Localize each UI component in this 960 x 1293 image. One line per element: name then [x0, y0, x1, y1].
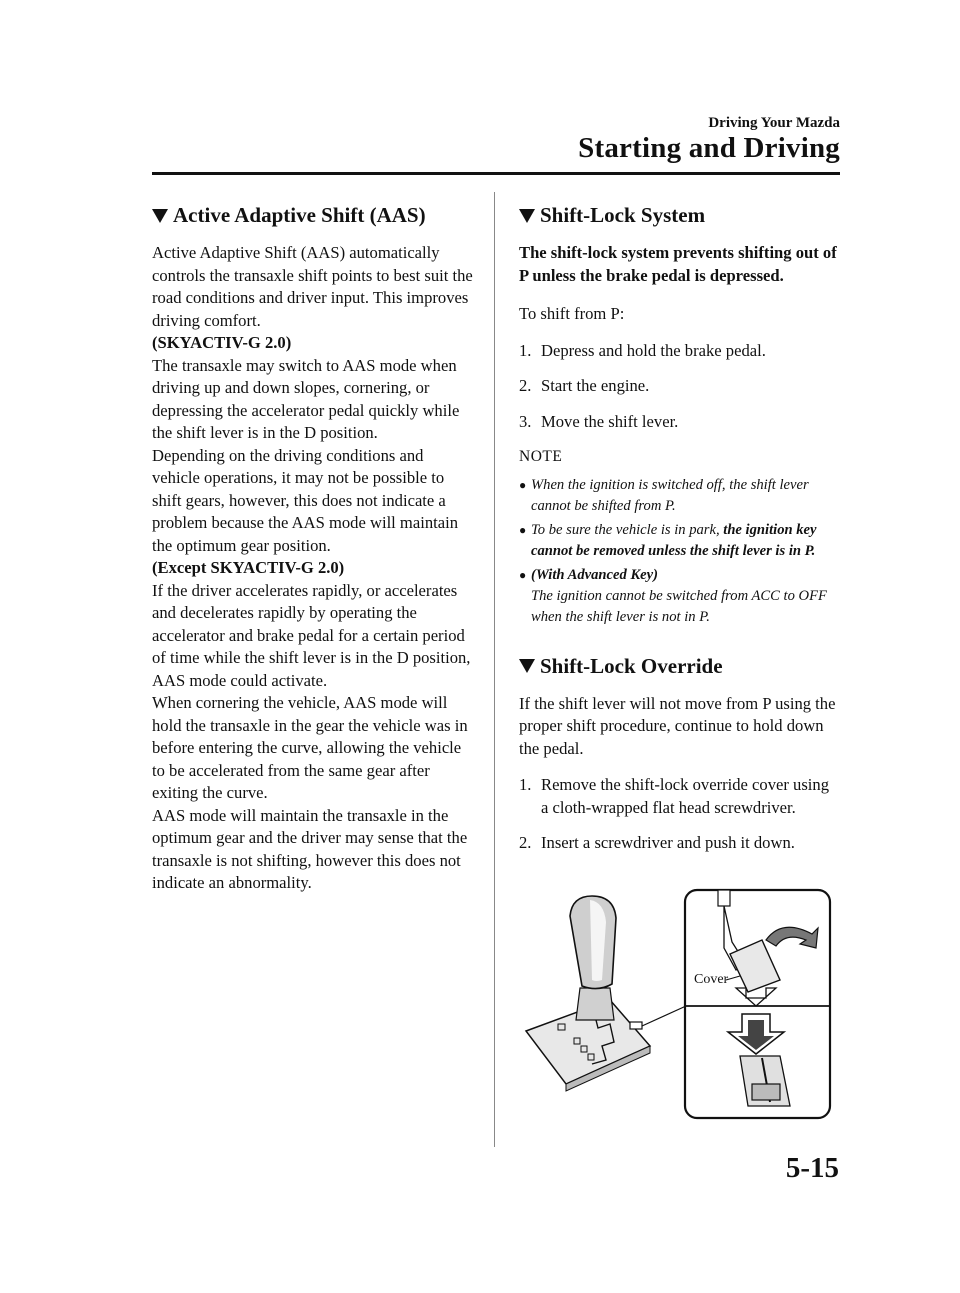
override-steps — [519, 774, 839, 855]
bullet-icon: ● — [519, 567, 527, 582]
list-item: 1. Depress and hold the brake pedal. — [519, 340, 766, 360]
aas-intro: Active Adaptive Shift (AAS) automatically controls the transaxle shift points to best suit the road conditions and driver input. This improves driving comfort. — [152, 243, 473, 330]
shift-lock-intro: The shift-lock system prevents shifting out of P unless the brake pedal is depressed. — [519, 243, 837, 285]
triangle-down-icon — [519, 209, 535, 223]
note-list — [519, 475, 839, 628]
aas-sub2-para3: AAS mode will maintain the transaxle in the optimum gear and the driver may sense that the transaxle is not shifting, however this does not indicate an abnormality. — [152, 805, 468, 893]
header-section-name: Driving Your Mazda — [708, 115, 840, 131]
heading-shift-lock — [519, 203, 839, 228]
shift-lock-body — [519, 242, 839, 628]
override-cover-small — [630, 1022, 642, 1029]
page-number: 5-15 — [785, 1152, 839, 1184]
triangle-down-icon — [152, 209, 168, 223]
list-item: 3. Move the shift lever. — [519, 411, 679, 431]
aas-sub2-para2: When cornering the vehicle, AAS mode will hold the transaxle in the gear the vehicle was in before entering the curve, allowing the vehicle to be accelerated from the same gear after exiting the curve. — [152, 693, 468, 803]
release-lever — [752, 1084, 780, 1100]
aas-sub-except: (Except SKYACTIV-G 2.0) — [152, 558, 345, 578]
bullet-icon: ● — [519, 522, 527, 537]
aas-sub-skyactiv: (SKYACTIV-G 2.0) — [152, 333, 292, 353]
leader-line — [642, 1006, 686, 1026]
aas-sub1-para1: The transaxle may switch to AAS mode when driving up and down slopes, cornering, or depressing the accelerator pedal quickly while the shift lever is in the D position. — [152, 355, 460, 443]
left-column — [152, 203, 474, 895]
header-rule — [152, 172, 840, 175]
note-title: NOTE — [519, 448, 563, 466]
column-divider — [494, 192, 495, 1147]
list-item: 2. Start the engine. — [519, 376, 650, 396]
override-intro: If the shift lever will not move from P using the proper shift procedure, continue to hold down the pedal. — [519, 693, 836, 758]
note-item: ● When the ignition is switched off, the shift lever cannot be shifted from P. — [519, 475, 839, 517]
header-chapter-title: Starting and Driving — [578, 132, 840, 164]
right-column — [519, 203, 839, 868]
triangle-down-icon — [519, 659, 535, 673]
heading-aas-text: Active Adaptive Shift (AAS) — [173, 203, 426, 227]
shift-lock-override-illustration — [518, 888, 838, 1120]
note-item: ● (With Advanced Key) The ignition cannot be switched from ACC to OFF when the shift lever is not in P. — [519, 565, 839, 628]
aas-sub1-para2: Depending on the driving conditions and vehicle operations, it may not be possible to shift gears, however, this does not indicate a problem because the AAS mode will maintain the optimum gear position. — [152, 445, 458, 555]
aas-body — [152, 242, 474, 895]
list-item: 1. Remove the shift-lock override cover using a cloth-wrapped flat head screwdriver. — [519, 775, 830, 817]
heading-shift-lock-override — [519, 654, 839, 679]
bullet-icon: ● — [519, 477, 527, 492]
note-item: ● To be sure the vehicle is in park, the ignition key cannot be removed unless the shift lever is in P. — [519, 520, 839, 562]
heading-shift-lock-text: Shift-Lock System — [540, 203, 706, 227]
list-item: 2. Insert a screwdriver and push it down. — [519, 833, 795, 853]
heading-override-text: Shift-Lock Override — [540, 653, 723, 678]
to-shift-label: To shift from P: — [519, 304, 625, 324]
override-body — [519, 693, 839, 855]
aas-sub2-para1: If the driver accelerates rapidly, or accelerates and decelerates rapidly by operating the accelerator and brake pedal for a certain period of time while the shift lever is in the D position, AAS mode could activate. — [152, 580, 471, 690]
shift-boot — [576, 988, 614, 1020]
shifter-diagram — [518, 888, 838, 1120]
heading-aas — [152, 203, 474, 228]
shift-steps — [519, 340, 839, 434]
cover-label: Cover — [694, 972, 729, 987]
screwdriver-handle — [718, 890, 730, 906]
